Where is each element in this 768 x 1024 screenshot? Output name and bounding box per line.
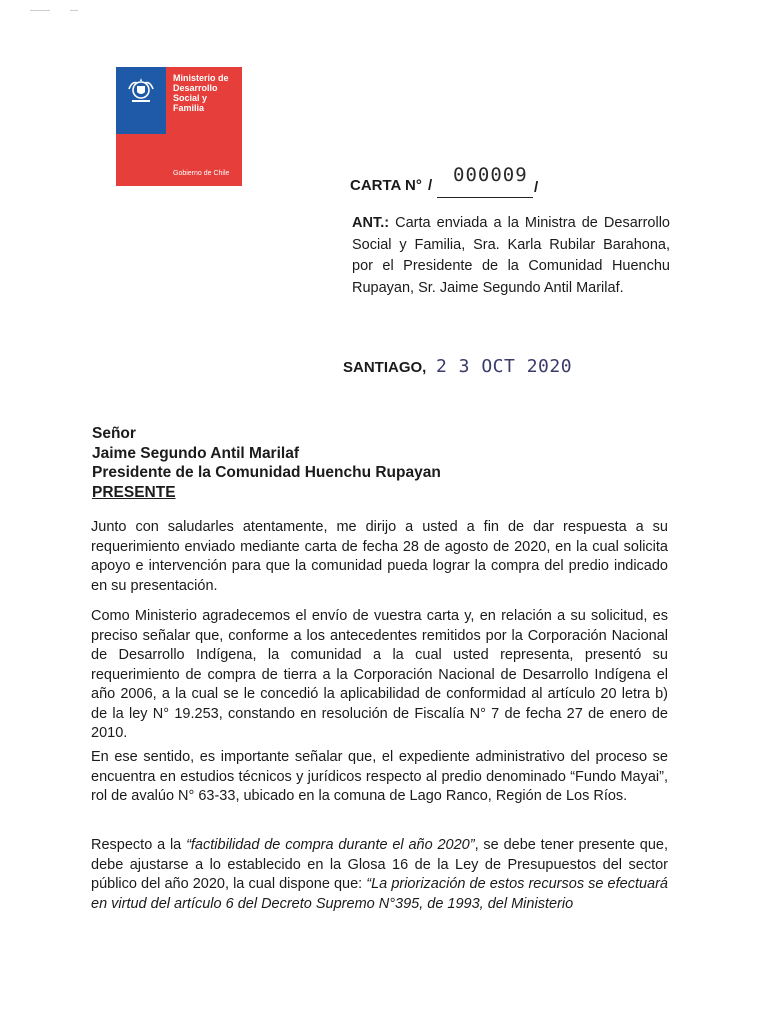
logo-red-block (116, 134, 166, 186)
ministry-name: Ministerio de Desarrollo Social y Familia (173, 73, 229, 113)
recipient-name: Jaime Segundo Antil Marilaf (92, 444, 299, 462)
carta-label: CARTA N° (350, 177, 422, 194)
ant-label: ANT.: (352, 215, 390, 231)
salutation: Señor (92, 425, 136, 442)
antecedent-block (352, 213, 670, 299)
scan-mark (70, 10, 78, 11)
p4-quote-2: “La priorización de estos recursos se efectuará en virtud del artículo 6 del Decreto Supremo N°395, de 1993, del Ministerio (91, 876, 668, 912)
paragraph-4 (91, 836, 668, 914)
place-label: SANTIAGO, (343, 359, 427, 376)
presente-label: PRESENTE (92, 483, 176, 501)
paragraph-2: Como Ministerio agradecemos el envío de vuestra carta y, en relación a su solicitud, es preciso señalar que, conforme a los antecedentes remitidos por la Corporación Nacional de Desarrollo Indígena, la comunidad a la cual usted representa, presentó su requerimiento de compra de tierra a la Corporación Nacional de Desarrollo Indígena el año 2006, a la cual se le concedió la aplicabilidad de conformidad al artículo 20 letra b) de la ley N° 19.253, constando en resolución de Fiscalía N° 7 de fecha 27 de enero de 2010. (91, 608, 668, 741)
carta-number: 000009 (453, 164, 528, 186)
scan-mark (30, 10, 50, 11)
paragraph-1: Junto con saludarles atentamente, me dirijo a usted a fin de dar respuesta a su requerimiento enviado mediante carta de fecha 28 de agosto de 2020, en la cual solicita apoyo e intervención para que la comunidad pueda lograr la compra del predio indicado en su presentación. (91, 519, 668, 594)
carta-slash: / (428, 177, 433, 194)
carta-slash: / (534, 179, 539, 196)
date-stamp: 2 3 OCT 2020 (436, 356, 573, 377)
recipient-block (92, 424, 441, 502)
paragraph-3: En ese sentido, es importante señalar que, el expediente administrativo del proceso se encuentra en estudios técnicos y jurídicos respecto al predio denominado “Fundo Mayai”, rol de avalúo N° 63-33, ubicado en la comuna de Lago Ranco, Región de Los Ríos. (91, 749, 668, 804)
ant-text: Carta enviada a la Ministra de Desarrollo Social y Familia, Sra. Karla Rubilar Barahona, por el Presidente de la Comunidad Huenchu Rupayan, Sr. Jaime Segundo Antil Marilaf. (352, 215, 670, 296)
ministry-logo (116, 67, 242, 186)
p4-text-b: , se debe tener presente que, debe ajustarse a lo establecido en la Glosa 16 de la Ley de Presupuestos del sector público del año 2020, la cual dispone que: (91, 837, 668, 892)
coat-of-arms-icon (124, 75, 158, 109)
p4-quote-1: “factibilidad de compra durante el año 2020” (186, 837, 475, 853)
recipient-title: Presidente de la Comunidad Huenchu Rupayan (92, 464, 441, 481)
p4-text-a: Respecto a la (91, 837, 187, 853)
carta-underline (437, 197, 533, 198)
gobierno-label: Gobierno de Chile (173, 170, 230, 177)
